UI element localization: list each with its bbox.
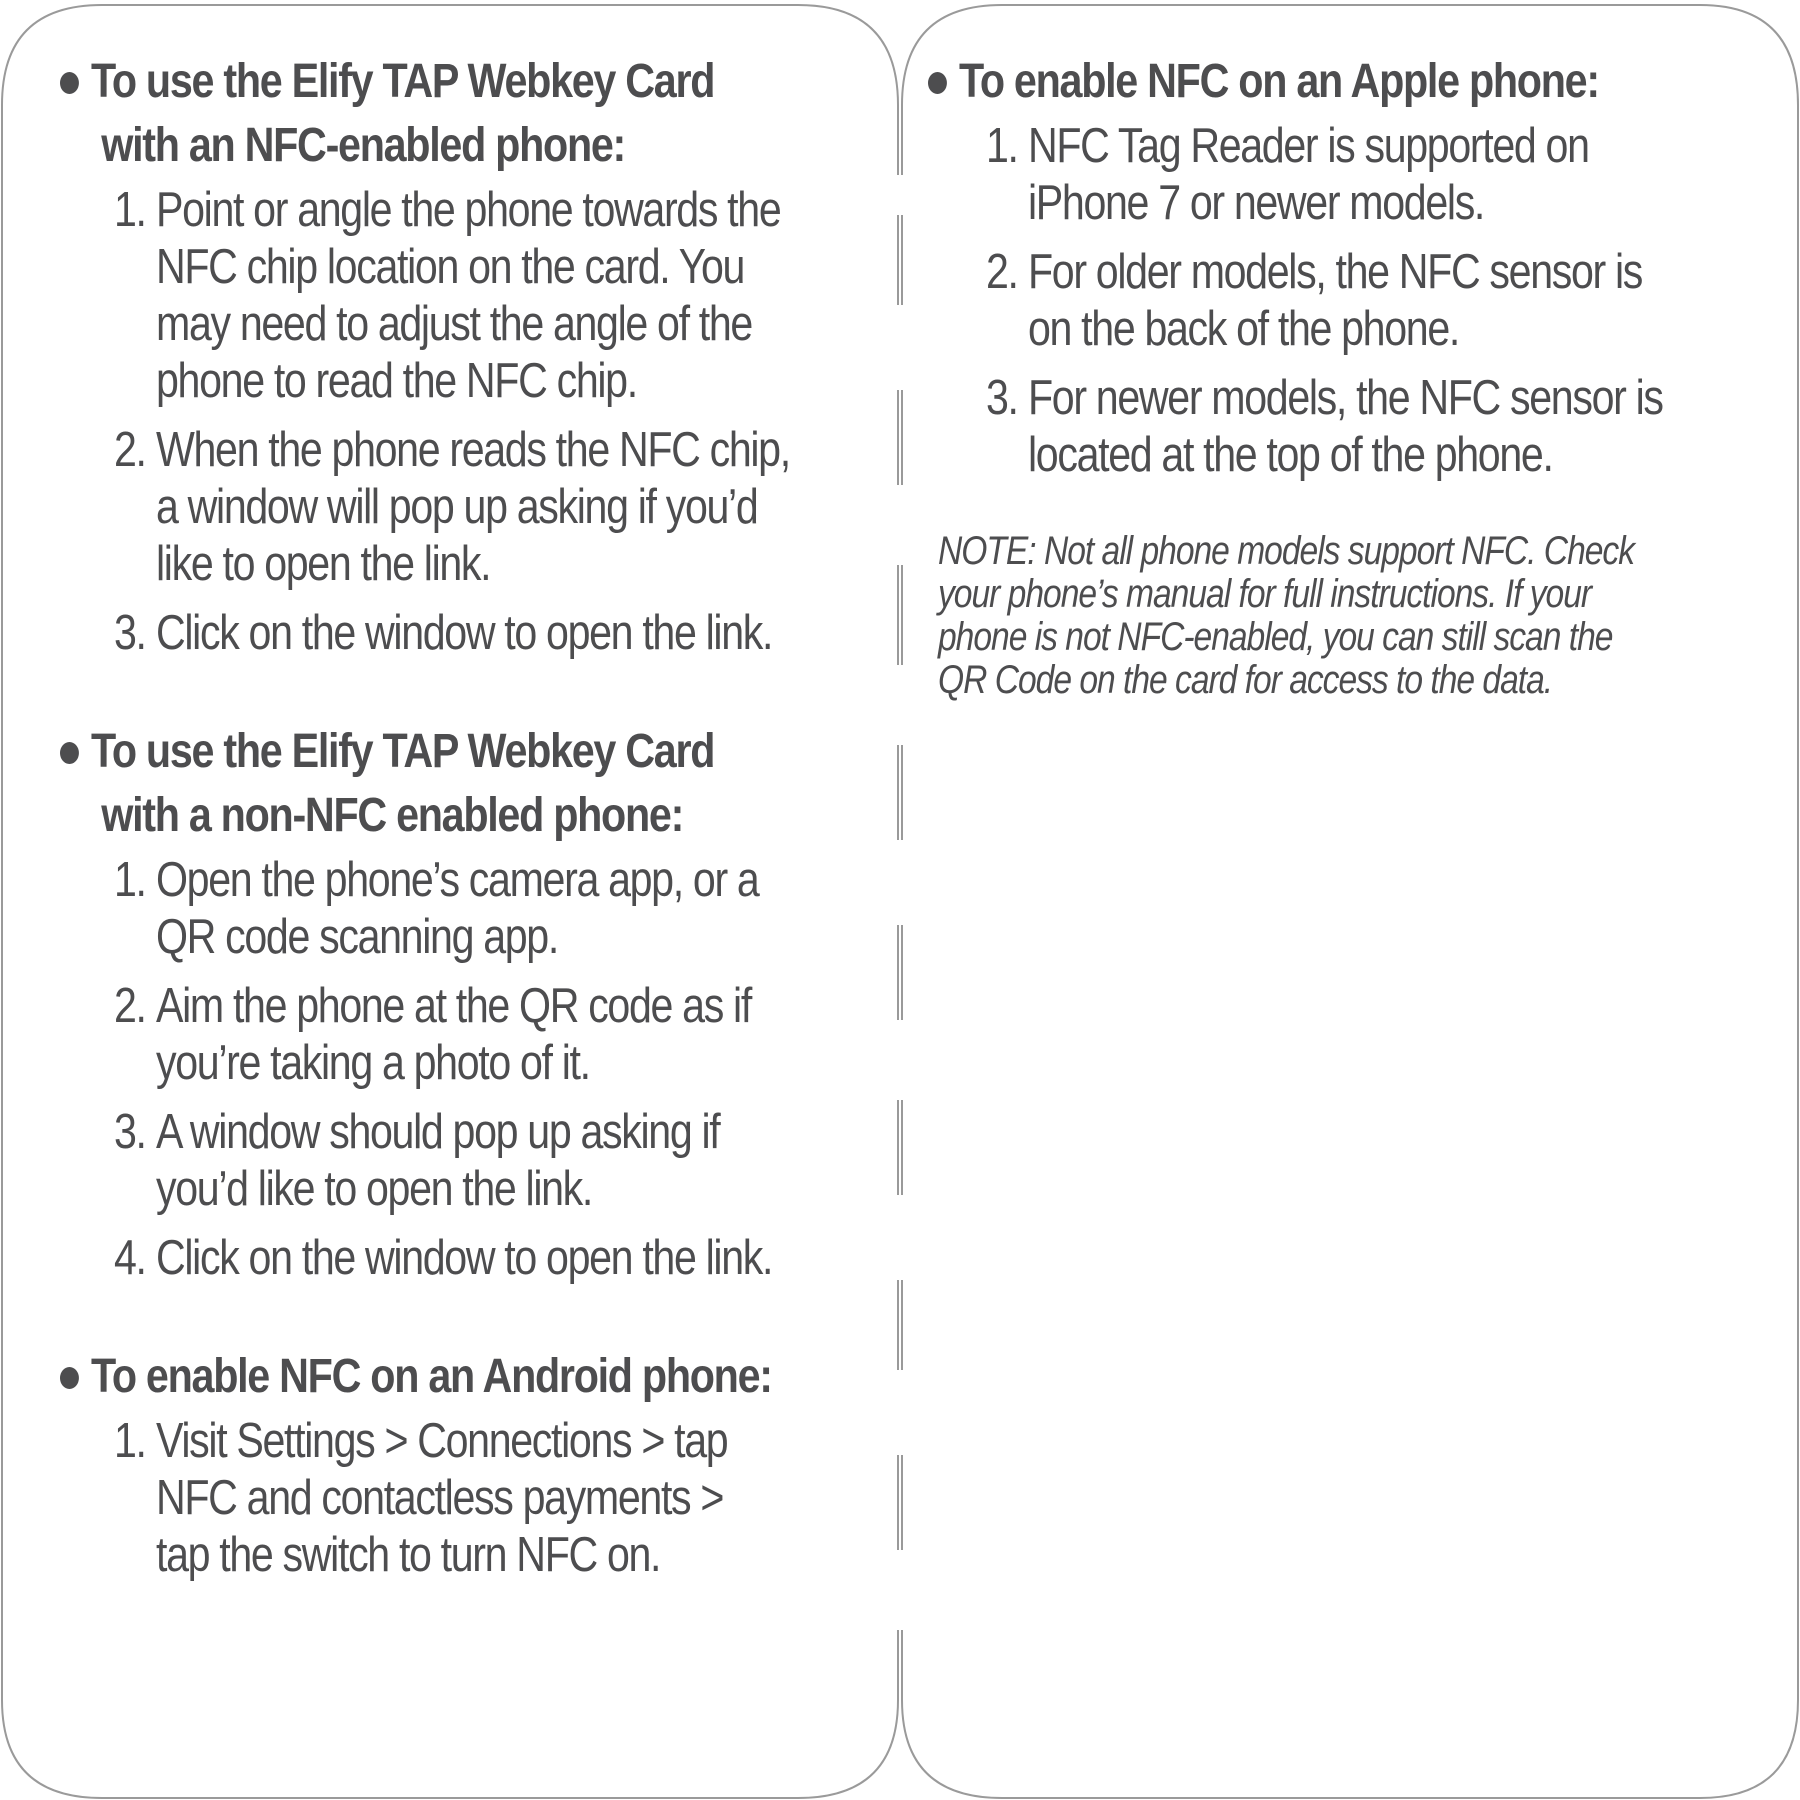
step-number: 1. bbox=[986, 119, 1018, 173]
step-text: Open the phone’s camera app, or a QR code scanning app. bbox=[156, 853, 759, 964]
step-text: Point or angle the phone towards the NFC chip location on the card. You may need to adjust the angle of the phone to read the NFC chip. bbox=[156, 183, 781, 408]
step-text: NFC Tag Reader is supported on iPhone 7 or newer models. bbox=[1028, 119, 1589, 230]
step-text: Aim the phone at the QR code as if you’re taking a photo of it. bbox=[156, 979, 751, 1090]
heading-line: To use the Elify TAP Webkey Card bbox=[90, 725, 715, 778]
section-heading bbox=[60, 720, 748, 848]
step-list bbox=[114, 1413, 860, 1584]
step-number: 4. bbox=[114, 1231, 146, 1285]
section-heading bbox=[928, 50, 1633, 114]
step-list bbox=[114, 182, 860, 662]
list-item bbox=[114, 182, 860, 410]
bullet-icon bbox=[60, 1367, 79, 1389]
step-number: 2. bbox=[114, 979, 146, 1033]
heading-line: with a non-NFC enabled phone: bbox=[101, 789, 684, 842]
step-number: 1. bbox=[114, 853, 146, 907]
bullet-icon bbox=[60, 72, 79, 94]
step-number: 1. bbox=[114, 1414, 146, 1468]
list-item bbox=[114, 1104, 860, 1218]
bullet-icon bbox=[60, 742, 79, 764]
list-item bbox=[114, 978, 860, 1092]
step-text: A window should pop up asking if you’d like to open the link. bbox=[156, 1105, 720, 1216]
list-item bbox=[114, 605, 860, 662]
bullet-icon bbox=[928, 72, 947, 94]
section-nfc-enabled bbox=[60, 50, 860, 674]
step-number: 1. bbox=[114, 183, 146, 237]
list-item bbox=[986, 118, 1748, 232]
section-heading bbox=[60, 50, 748, 178]
step-number: 3. bbox=[986, 371, 1018, 425]
section-apple bbox=[928, 50, 1748, 496]
heading-line: To enable NFC on an Android phone: bbox=[90, 1350, 772, 1403]
list-item bbox=[986, 244, 1748, 358]
step-text: For older models, the NFC sensor is on the back of the phone. bbox=[1028, 245, 1643, 356]
step-list bbox=[986, 118, 1748, 484]
list-item bbox=[114, 852, 860, 966]
step-text: When the phone reads the NFC chip, a window will pop up asking if you’d like to open the link. bbox=[156, 423, 790, 591]
step-number: 2. bbox=[986, 245, 1018, 299]
section-heading bbox=[60, 1345, 772, 1409]
step-number: 3. bbox=[114, 606, 146, 660]
step-text: Visit Settings > Connections > tap NFC and contactless payments > tap the switch to turn NFC on. bbox=[156, 1414, 728, 1582]
section-non-nfc bbox=[60, 720, 860, 1299]
list-item bbox=[114, 1230, 860, 1287]
section-android bbox=[60, 1345, 860, 1596]
list-item bbox=[986, 370, 1748, 484]
heading-line: To enable NFC on an Apple phone: bbox=[958, 55, 1599, 108]
step-number: 3. bbox=[114, 1105, 146, 1159]
step-number: 2. bbox=[114, 423, 146, 477]
nfc-note: NOTE: Not all phone models support NFC. Check your phone’s manual for full instructions. If your phone is not NFC-enabled, you can still scan the QR Code on the card for access to the data. bbox=[938, 529, 1635, 702]
list-item bbox=[114, 1413, 860, 1584]
heading-line: with an NFC-enabled phone: bbox=[101, 119, 626, 172]
heading-line: To use the Elify TAP Webkey Card bbox=[90, 55, 715, 108]
step-text: For newer models, the NFC sensor is located at the top of the phone. bbox=[1028, 371, 1663, 482]
step-text: Click on the window to open the link. bbox=[156, 606, 773, 660]
step-list bbox=[114, 852, 860, 1287]
list-item bbox=[114, 422, 860, 593]
step-text: Click on the window to open the link. bbox=[156, 1231, 773, 1285]
